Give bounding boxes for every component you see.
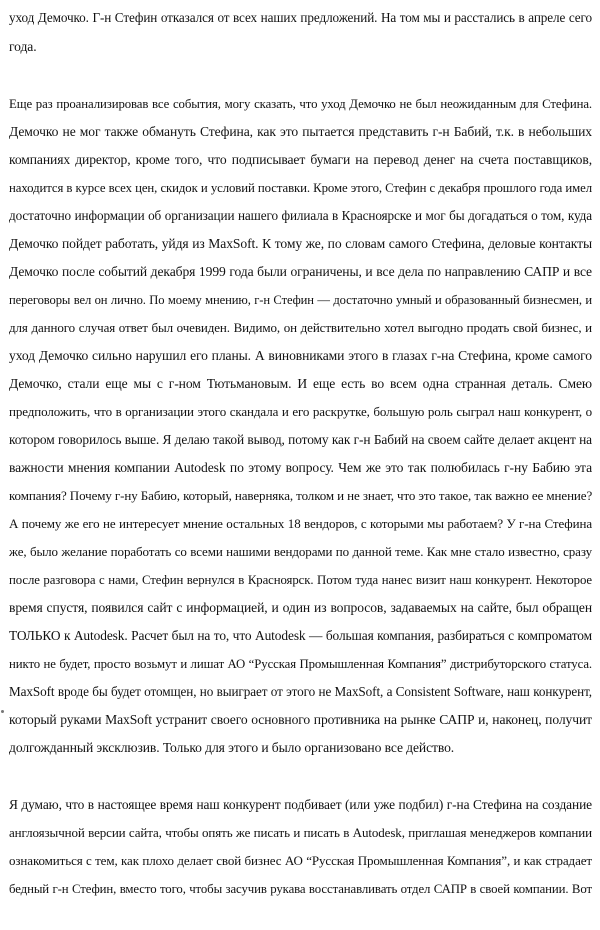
text-line: же, было желание поработать со всеми нашими вендорами по данной теме. Как мне стало известно, сразу xyxy=(9,544,592,559)
text-line: который руками MaxSoft устранит своего основного противника на рынке САПР и, наконец, получит xyxy=(9,712,592,727)
text-line: переговоры вел он лично. По моему мнению, г-н Стефин — достаточно умный и образованный бизнесмен, и xyxy=(9,293,592,307)
text-line: года. xyxy=(9,39,37,54)
text-line: MaxSoft вроде бы будет отомщен, но выиграет от этого не MaxSoft, а Consistent Software, наш конкурент, xyxy=(9,684,592,699)
text-line: после разговора с нами, Стефин вернулся в Красноярск. Потом туда нанес визит наш конкурент. Некоторое xyxy=(9,573,592,587)
text-line: долгожданный эксклюзив. Только для этого и было организовано все действо. xyxy=(9,740,455,755)
text-line: предположить, что в организации этого скандала и его раскрутке, большую роль сыграл наш конкурент, о xyxy=(9,404,592,419)
text-line: уход Демочко сильно нарушил его планы. А виновниками этого в глазах г-на Стефина, кроме самого xyxy=(9,348,592,363)
text-line: компания? Почему г-ну Бабию, который, наверняка, толком и не знает, что это такое, так важно ее мнение? xyxy=(9,488,593,503)
text-line: находится в курсе всех цен, скидок и условий поставки. Кроме этого, Стефин с декабря прошлого года имел xyxy=(9,181,592,195)
text-line: достаточно информации об организации нашего филиала в Красноярске и мог бы догадаться о том, куда xyxy=(9,208,592,223)
text-line: ознакомиться с тем, как плохо делает свой бизнес АО “Русская Промышленная Компания”, и как страдает xyxy=(9,853,592,868)
text-line: время спустя, появился сайт с информацией, и один из вопросов, задаваемых на сайте, был обращен xyxy=(9,600,592,615)
text-line: Еще раз проанализировав все события, могу сказать, что уход Демочко не был неожиданным для Стефина. xyxy=(9,97,592,111)
text-line: Демочко не мог также обмануть Стефина, как это пытается представить г-н Бабий, т.к. в небольших xyxy=(9,124,592,139)
text-line: ТОЛЬКО к Autodesk. Расчет был на то, что Autodesk — большая компания, разбираться с компроматом xyxy=(9,628,592,643)
text-line: никто не будет, просто возьмут и лишат АО “Русская Промышленная Компания” дистрибуторского статуса. xyxy=(9,657,592,671)
text-line: Демочко пойдет работать, уйдя из MaxSoft. К тому же, по словам самого Стефина, деловые контакты xyxy=(9,236,592,251)
text-line: Я думаю, что в настоящее время наш конкурент подбивает (или уже подбил) г-на Стефина на создание xyxy=(9,797,592,812)
text-line: уход Демочко. Г-н Стефин отказался от всех наших предложений. На том мы и расстались в апреле сего xyxy=(9,10,592,25)
text-line: компаниях директор, кроме того, что подписывает бумаги на перевод денег на счета поставщиков, xyxy=(9,152,592,167)
text-line: Демочко после событий декабря 1999 года были ограничены, и все дела по направлению САПР и все xyxy=(9,264,592,279)
text-line: для данного случая ответ был очевиден. Видимо, он действительно хотел выгодно продать свой бизнес, и xyxy=(9,320,592,335)
text-line: англоязычной версии сайта, чтобы опять же писать и писать в Autodesk, приглашая менеджеров компании xyxy=(9,825,592,840)
text-line: важности мнения компании Autodesk по этому вопросу. Чем же это так полюбилась г-ну Бабию эта xyxy=(9,460,592,475)
scan-speck xyxy=(1,710,4,713)
text-line: Демочко, стали еще мы с г-ном Тютьмановым. И еще есть во всем одна странная деталь. Смею xyxy=(9,376,592,391)
text-line: бедный г-н Стефин, вместо того, чтобы засучив рукава восстанавливать отдел САПР в своей компании. Вот xyxy=(9,882,592,896)
text-line: котором говорилось выше. Я делаю такой вывод, потому как г-н Бабий на своем сайте делает акцент на xyxy=(9,432,592,447)
text-line: А почему же его не интересует мнение остальных 18 вендоров, с которыми мы работаем? У г-на Стефина xyxy=(9,516,592,531)
